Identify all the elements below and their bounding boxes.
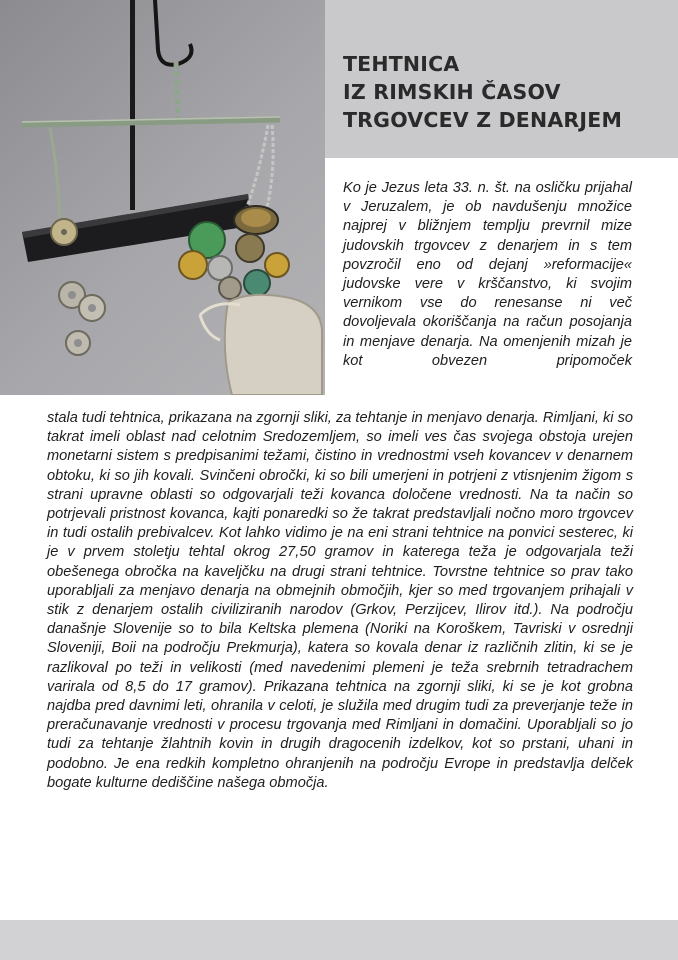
page-title: [343, 50, 663, 134]
title-line-2: IZ RIMSKIH ČASOV: [343, 80, 561, 104]
intro-column: [343, 179, 632, 371]
title-line-1: TEHTNICA: [343, 52, 460, 76]
intro-paragraph: Ko je Jezus leta 33. n. št. na osličku prijahal v Jeruzalem, je ob navdušenju množice najprej v bližnjem templju prevrnil mize judovskih trgovcev z denarjem in s tem povzročil eno od dejanj »reformacije« judovske vere v krščanstvo, ki svojim vernikom vse do renesanse ni več dovoljevala okoriščanja na račun posojanja in menjave denarja. Na omenjenih mizah je kot obvezen pripomoček: [343, 180, 632, 369]
main-text: [47, 409, 633, 793]
scale-photo: [0, 0, 325, 395]
roman-scale-icon: [0, 0, 325, 395]
main-paragraph: stala tudi tehtnica, prikazana na zgornji sliki, za tehtanje in menjavo denarja. Rimljani, ki so takrat imeli oblast nad celotnim Sredozemljem, so imeli ves čas svojega obstoja urejen monetarni sistem s predpisanimi težami, čistino in vrednostmi vseh kovancev v denarnem obtoku, ki so jih kovali. Svinčeni obročki, ki so bili umerjeni in potrjeni z vtisnjenim žigom s strani upravne oblasti so odgovarjali teži kovanca določene vrednosti. Na ta način so potrjevali pristnost kovanca, kajti ponaredki so že takrat predstavljali nočno moro trgovcev in tudi ostalih prebivalcev. Kot lahko vidimo je na eni strani tehtnice na ponvici sesterec, ki je v prvem stoletju tehtal okrog 27,50 gramov in katerega teža je odgovarjala teži obešenega obročka na kaveljčku na drugi strani tehtnice. Tovrstne tehtnice so prav tako uporabljali za menjavo denarja na obmejnih območjih, kjer so med trgovanjem prihajali v stik z denarjem ostalih civiliziranih narodov (Grkov, Perzijcev, Ilirov itd.). Na področju današnje Slovenije so to bila Keltska plemena (Noriki na Koroškem, Tavriski v osrednji Sloveniji, Boii na področju Prekmurja), katera so kovala denar iz različnih zlitin, ki se je razlikoval po teži in velikosti (med navedenimi plemeni je teža srebrnih tetradrachem varirala od 8,5 do 17 gramov). Prikazana tehtnica na zgornji sliki, ki se je kot grobna najdba pred davnimi leti, ohranila v celoti, je služila med drugim tudi za preverjanje teže in preračunavanje vrednosti v procesu trgovanja med Rimljani in domačini. Uporabljali so jo tudi za tehtanje žlahtnih kovin in drugih dragocenih izdelkov, kot so prstani, uhani in podobno. Je ena redkih kompletno ohranjenih na področju Evrope in predstavlja delček bogate kulturne dediščine našega območja.: [47, 410, 633, 791]
title-line-3: TRGOVCEV Z DENARJEM: [343, 108, 623, 132]
footer-strip: [0, 920, 678, 960]
